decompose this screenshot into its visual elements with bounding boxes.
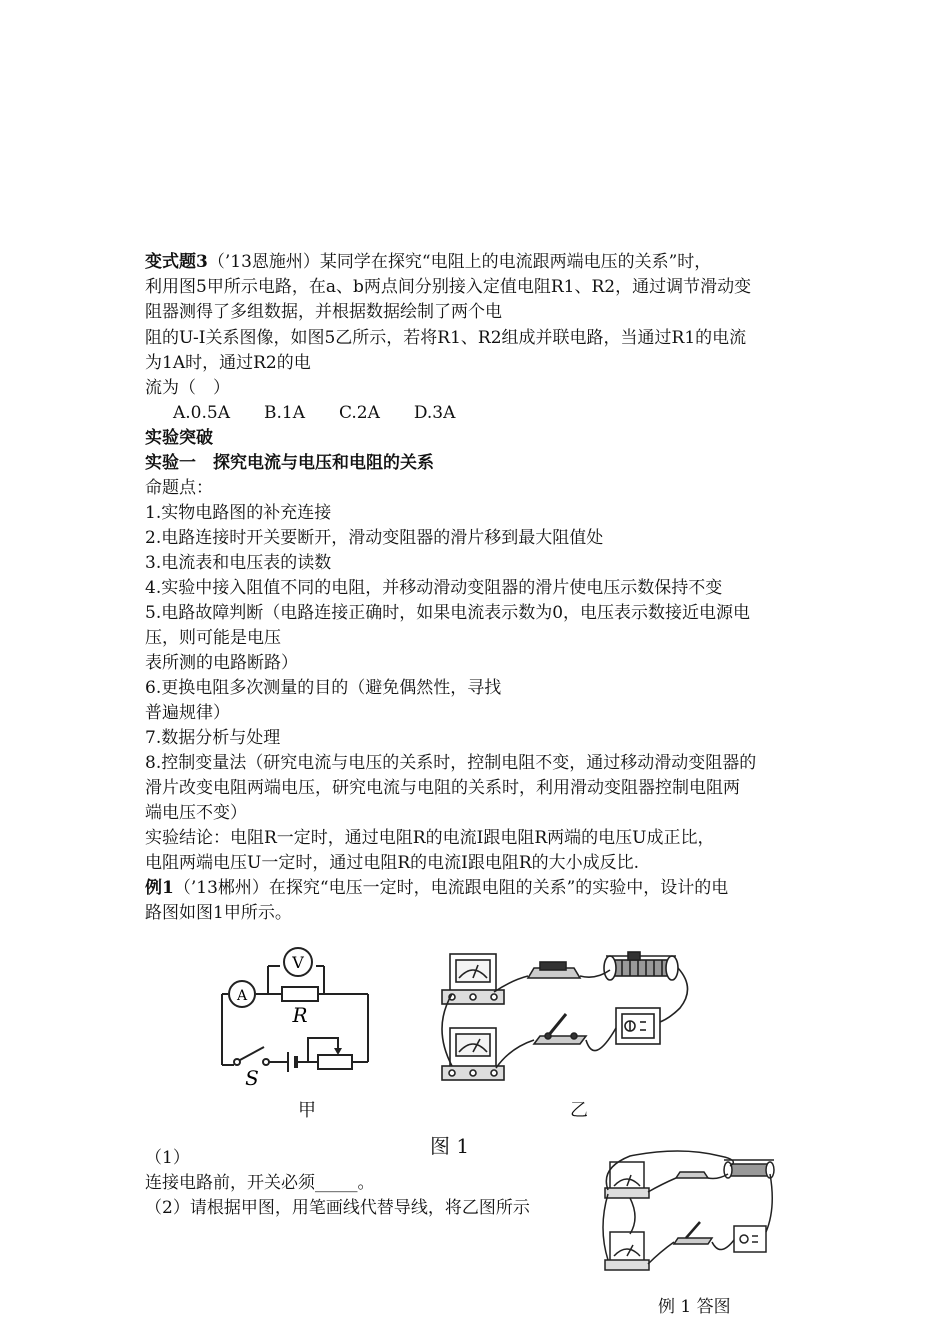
line-text: 阻的U-I关系图像，如图5乙所示，若将R1、R2组成并联电路，当通过R1的电流 (145, 328, 747, 348)
answer-figure-caption: 例 1 答图 (658, 1297, 731, 1317)
text-line (145, 526, 810, 551)
text-line (145, 300, 810, 325)
label-yi: 乙 (570, 1100, 588, 1121)
answer-circuit-figure (600, 1148, 775, 1288)
text-line (145, 726, 810, 751)
switch-label: S (245, 1066, 259, 1090)
text-line (145, 676, 810, 701)
voltmeter-symbol: V (292, 953, 304, 972)
text-line (145, 501, 810, 526)
line-text: （’13恩施州）某同学在探究“电阻上的电流跟两端电压的关系”时， (207, 252, 712, 272)
line-text: 命题点： (145, 478, 213, 498)
text-line (145, 426, 810, 451)
line-text: 表所测的电路断路） (145, 653, 298, 673)
text-line (145, 476, 810, 501)
bold-heading: 例1 (145, 878, 174, 898)
line-text: 滑片改变电阻两端电压，研究电流与电阻的关系时，利用滑动变阻器控制电阻两 (145, 778, 740, 798)
text-line (145, 776, 810, 801)
text-line (145, 876, 810, 901)
text-line (145, 851, 810, 876)
text-line (173, 401, 838, 426)
physical-circuit-yi (430, 948, 700, 1096)
resistor-label: R (292, 1003, 308, 1027)
text-line (145, 326, 810, 351)
text-line (145, 250, 810, 275)
line-text: 4.实验中接入阻值不同的电阻，并移动滑动变阻器的滑片使电压示数保持不变 (145, 578, 723, 598)
line-text: 6.更换电阻多次测量的目的（避免偶然性，寻找 (145, 678, 502, 698)
line-text: 压，则可能是电压 (145, 628, 281, 648)
line-text: 为1A时，通过R2的电 (145, 353, 311, 373)
text-line (145, 826, 810, 851)
text-line (145, 351, 810, 376)
bold-heading: 实验突破 (145, 428, 213, 448)
q1-number: （1） (145, 1148, 190, 1168)
line-text: 端电压不变） (145, 803, 247, 823)
q1-text: 连接电路前，开关必须_____。 (145, 1173, 375, 1193)
text-line (145, 801, 810, 826)
text-line (145, 551, 810, 576)
text-line (145, 901, 810, 926)
figure1-caption: 图 1 (430, 1134, 470, 1158)
line-text: （’13郴州）在探究“电压一定时，电流跟电阻的关系”的实验中，设计的电 (173, 878, 729, 898)
line-text: 流为（ ） (145, 378, 230, 398)
text-line (145, 701, 810, 726)
line-text: 8.控制变量法（研究电流与电压的关系时，控制电阻不变，通过移动滑动变阻器的 (145, 753, 757, 773)
line-text: 阻器测得了多组数据，并根据数据绘制了两个电 (145, 302, 502, 322)
text-line (145, 601, 810, 626)
line-text: 利用图5甲所示电路，在a、b两点间分别接入定值电阻R1、R2，通过调节滑动变 (145, 277, 752, 297)
line-text: 电阻两端电压U一定时，通过电阻R的电流I跟电阻R的大小成反比. (145, 853, 640, 873)
bold-heading: 实验一 探究电流与电压和电阻的关系 (145, 453, 434, 473)
line-text: 普遍规律） (145, 703, 230, 723)
line-text: 路图如图1甲所示。 (145, 903, 292, 923)
line-text: 实验结论：电阻R一定时，通过电阻R的电流I跟电阻R两端的电压U成正比， (145, 828, 715, 848)
line-text: 3.电流表和电压表的读数 (145, 553, 332, 573)
line-text: 5.电路故障判断（电路连接正确时，如果电流表示数为0，电压表示数接近电源电 (145, 603, 751, 623)
line-text: 2.电路连接时开关要断开，滑动变阻器的滑片移到最大阻值处 (145, 528, 604, 548)
label-jia: 甲 (298, 1100, 316, 1121)
text-line (145, 376, 810, 401)
text-line (145, 451, 810, 476)
text-line (145, 751, 810, 776)
bold-heading: 变式题3 (145, 252, 208, 272)
text-line (145, 651, 810, 676)
text-line (145, 576, 810, 601)
line-text: 1.实物电路图的补充连接 (145, 503, 332, 523)
line-text: 7.数据分析与处理 (145, 728, 281, 748)
ammeter-symbol: A (236, 988, 248, 1004)
text-line (145, 275, 810, 300)
circuit-diagram-jia (220, 942, 380, 1092)
q2-text: （2）请根据甲图，用笔画线代替导线，将乙图所示 (145, 1198, 530, 1218)
text-line (145, 626, 810, 651)
line-text: A.0.5A B.1A C.2A D.3A (173, 403, 456, 423)
